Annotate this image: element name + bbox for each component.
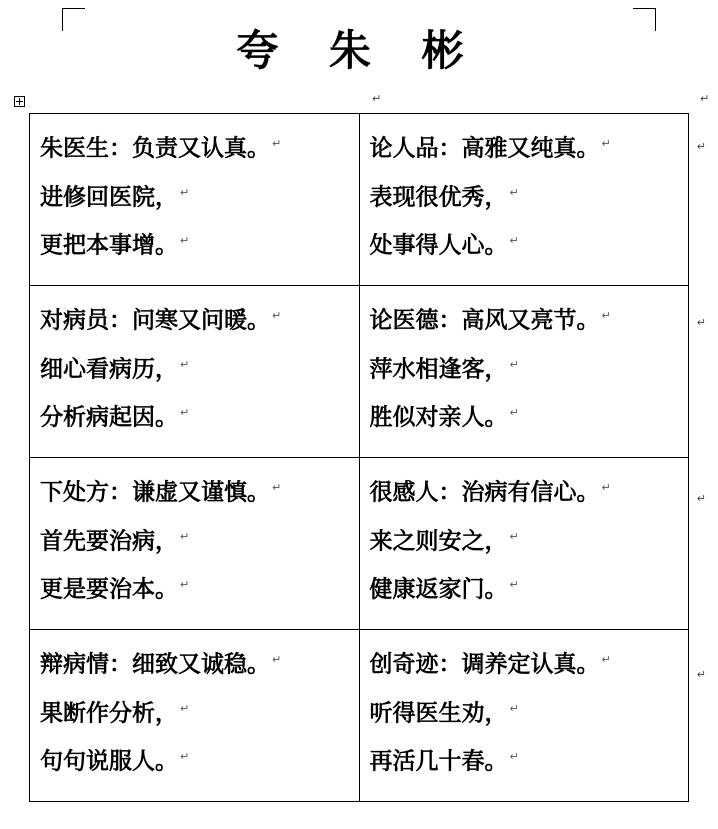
line-mark: ↵	[180, 406, 190, 420]
poem-line-text: 分析病起因。	[40, 403, 178, 431]
line-mark: ↵	[509, 234, 519, 248]
table-row	[30, 286, 689, 458]
poem-line-text: 朱医生：负责又认真。	[40, 134, 270, 162]
row-end-mark: ↵	[696, 668, 706, 681]
poem-line	[370, 515, 679, 564]
line-mark: ↵	[180, 185, 190, 199]
poem-line-text: 再活几十春。	[369, 747, 508, 775]
poem-line-text: 首先要治病，	[40, 527, 178, 555]
line-mark: ↵	[272, 137, 282, 150]
paragraph-marks-row	[0, 92, 718, 110]
line-mark: ↵	[180, 529, 190, 543]
poem-line	[40, 343, 349, 392]
poem-line-text: 进修回医院，	[40, 183, 178, 211]
poem-line-text: 更是要治本。	[40, 575, 178, 603]
line-mark: ↵	[509, 750, 519, 764]
poem-line	[370, 171, 679, 220]
poem-line	[40, 294, 349, 343]
poem-line	[370, 391, 679, 440]
poem-line-text: 表现很优秀，	[369, 183, 508, 211]
poem-line-text: 处事得人心。	[369, 231, 508, 259]
table-row	[30, 458, 689, 630]
table-cell-6[interactable]	[359, 458, 689, 630]
poem-line	[370, 638, 679, 687]
page-title: 夸 朱 彬	[236, 26, 482, 75]
line-mark: ↵	[272, 481, 282, 494]
table-cell-4[interactable]	[359, 286, 689, 458]
line-mark: ↵	[509, 529, 519, 543]
poem-line-text: 来之则安之，	[369, 527, 508, 555]
line-mark: ↵	[601, 137, 611, 150]
poem-table	[29, 113, 689, 802]
poem-line	[370, 219, 679, 268]
line-mark: ↵	[601, 653, 611, 666]
line-mark: ↵	[272, 653, 282, 666]
poem-line	[370, 466, 679, 515]
poem-line	[40, 735, 349, 784]
row-end-mark: ↵	[696, 492, 706, 505]
poem-line	[40, 563, 349, 612]
line-mark: ↵	[180, 234, 190, 248]
poem-line	[40, 638, 349, 687]
line-mark: ↵	[180, 357, 190, 371]
poem-line	[40, 687, 349, 736]
line-mark: ↵	[601, 309, 611, 322]
table-cell-1[interactable]	[30, 114, 360, 286]
poem-line-text: 健康返家门。	[369, 575, 508, 603]
poem-line-text: 细心看病历，	[40, 355, 178, 383]
poem-line-text: 创奇迹：调养定认真。	[369, 650, 600, 678]
table-row	[30, 114, 689, 286]
poem-line	[370, 294, 679, 343]
paragraph-mark-left: ↵	[372, 92, 382, 105]
poem-line-text: 更把本事增。	[40, 231, 178, 259]
table-cell-5[interactable]	[30, 458, 360, 630]
poem-line-text: 下处方：谦虚又谨慎。	[40, 478, 270, 506]
poem-line	[40, 391, 349, 440]
poem-line	[370, 343, 679, 392]
line-mark: ↵	[272, 309, 282, 322]
row-end-mark: ↵	[696, 140, 706, 153]
poem-line	[40, 466, 349, 515]
poem-line	[370, 563, 679, 612]
row-end-mark: ↵	[696, 316, 706, 329]
poem-line	[370, 122, 679, 171]
line-mark: ↵	[509, 406, 519, 420]
line-mark: ↵	[180, 701, 190, 715]
poem-line	[370, 735, 679, 784]
poem-line	[370, 687, 679, 736]
poem-line	[40, 122, 349, 171]
line-mark: ↵	[180, 750, 190, 764]
poem-line-text: 辩病情：细致又诚稳。	[40, 650, 270, 678]
table-cell-8[interactable]	[359, 630, 689, 802]
line-mark: ↵	[509, 701, 519, 715]
table-cell-2[interactable]	[359, 114, 689, 286]
poem-line-text: 听得医生劝，	[369, 699, 508, 727]
poem-line	[40, 171, 349, 220]
poem-line	[40, 219, 349, 268]
line-mark: ↵	[180, 578, 190, 592]
table-cell-3[interactable]	[30, 286, 360, 458]
table-row	[30, 630, 689, 802]
poem-line-text: 论医德：高风又亮节。	[369, 306, 600, 334]
line-mark: ↵	[509, 357, 519, 371]
poem-line-text: 句句说服人。	[40, 747, 178, 775]
line-mark: ↵	[509, 185, 519, 199]
line-mark: ↵	[601, 481, 611, 494]
poem-line-text: 论人品：高雅又纯真。	[369, 134, 600, 162]
poem-line-text: 对病员：问寒又问暖。	[40, 306, 270, 334]
poem-line	[40, 515, 349, 564]
poem-line-text: 萍水相逢客，	[369, 355, 508, 383]
poem-line-text: 果断作分析，	[40, 699, 178, 727]
table-cell-7[interactable]	[30, 630, 360, 802]
poem-line-text: 很感人：治病有信心。	[369, 478, 600, 506]
poem-line-text: 胜似对亲人。	[369, 403, 508, 431]
line-mark: ↵	[509, 578, 519, 592]
paragraph-mark-right: ↵	[700, 92, 710, 105]
